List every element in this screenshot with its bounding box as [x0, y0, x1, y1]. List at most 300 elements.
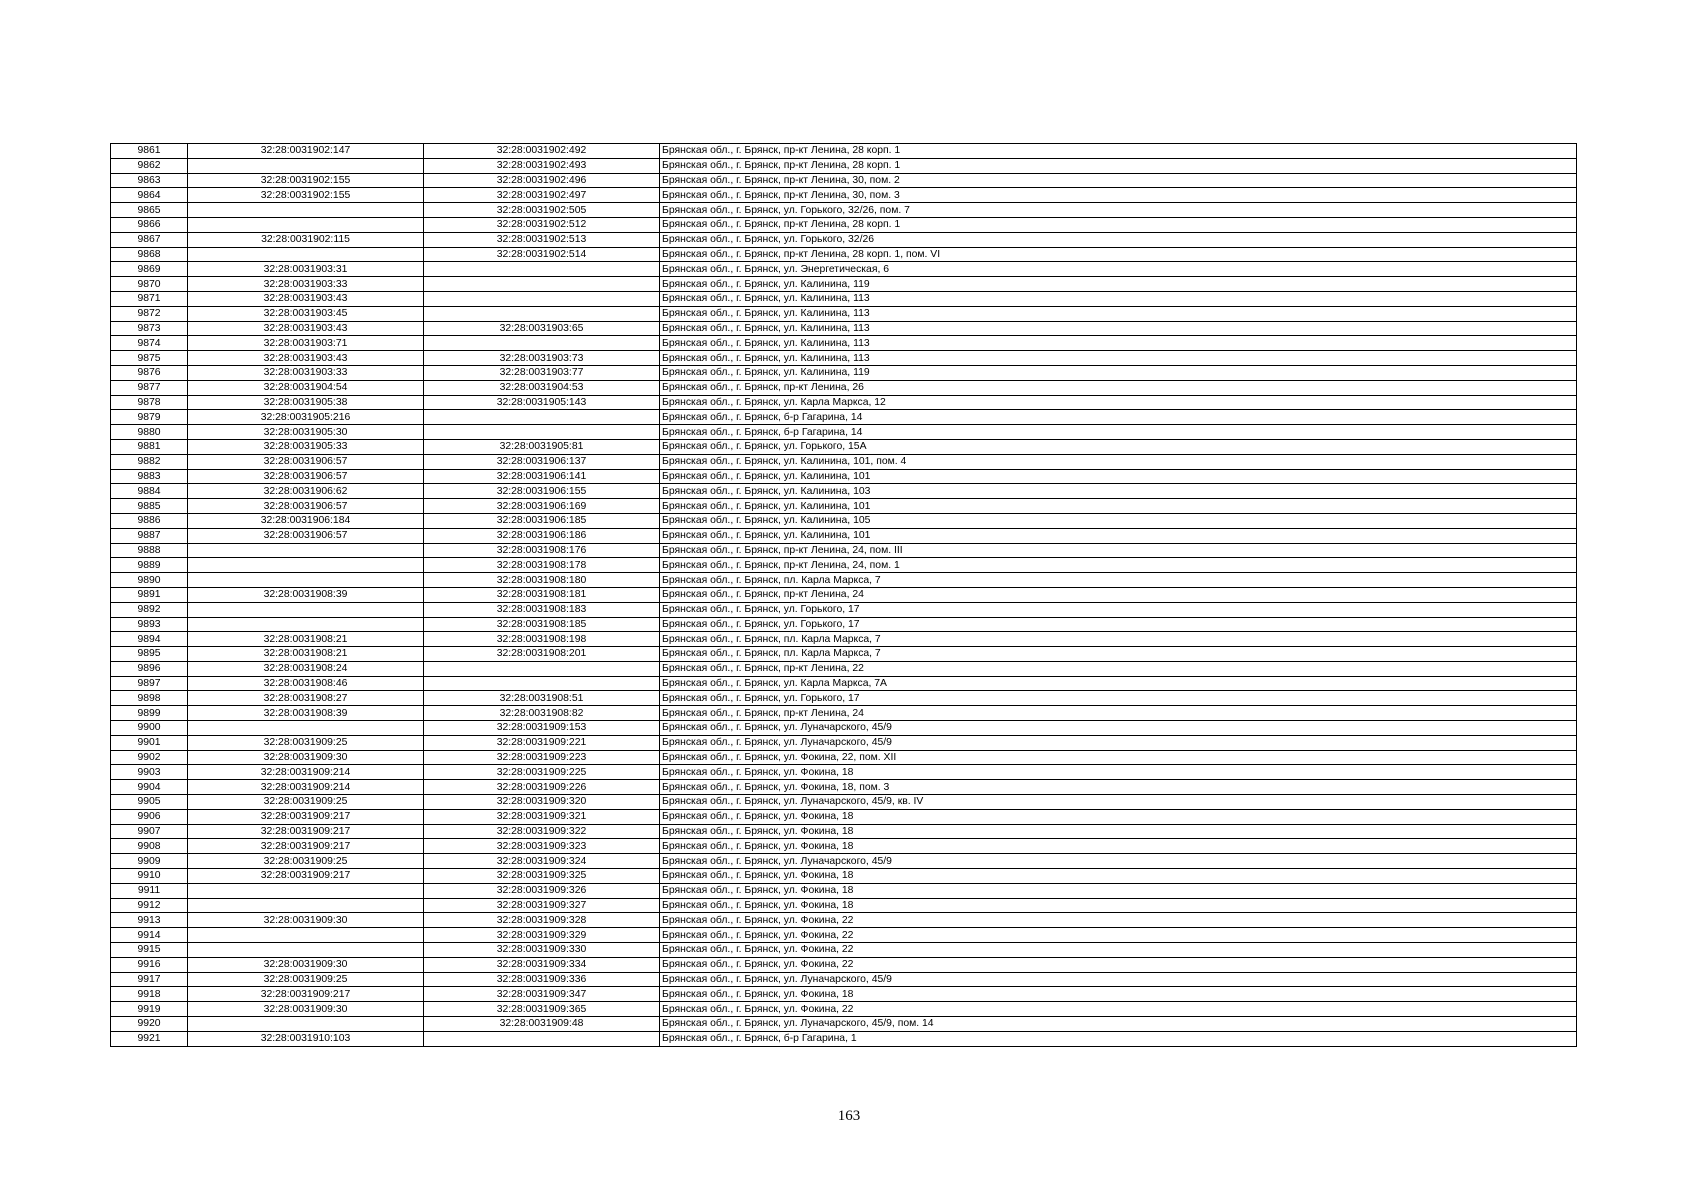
address-cell: Брянская обл., г. Брянск, ул. Калинина, 113: [660, 306, 1577, 321]
table-row: [111, 1017, 1577, 1032]
cadastral-number-cell: [424, 306, 660, 321]
parent-cadastral-number-cell: 32:28:0031903:43: [188, 351, 424, 366]
parent-cadastral-number-cell: 32:28:0031908:21: [188, 632, 424, 647]
address-cell: Брянская обл., г. Брянск, ул. Луначарского, 45/9: [660, 735, 1577, 750]
address-cell: Брянская обл., г. Брянск, ул. Фокина, 22: [660, 913, 1577, 928]
cadastral-number-cell: 32:28:0031908:183: [424, 602, 660, 617]
table-row: [111, 173, 1577, 188]
parent-cadastral-number-cell: 32:28:0031906:62: [188, 484, 424, 499]
parent-cadastral-number-cell: 32:28:0031906:57: [188, 499, 424, 514]
cadastral-number-cell: 32:28:0031909:223: [424, 750, 660, 765]
row-number-cell: 9877: [111, 380, 188, 395]
cadastral-number-cell: 32:28:0031909:322: [424, 824, 660, 839]
row-number-cell: 9913: [111, 913, 188, 928]
table-row: [111, 691, 1577, 706]
table-row: [111, 513, 1577, 528]
address-cell: Брянская обл., г. Брянск, ул. Луначарского, 45/9, кв. IV: [660, 795, 1577, 810]
address-cell: Брянская обл., г. Брянск, ул. Калинина, 113: [660, 291, 1577, 306]
parent-cadastral-number-cell: [188, 943, 424, 958]
row-number-cell: 9893: [111, 617, 188, 632]
row-number-cell: 9888: [111, 543, 188, 558]
table-row: [111, 780, 1577, 795]
cadastral-number-cell: 32:28:0031906:155: [424, 484, 660, 499]
row-number-cell: 9892: [111, 602, 188, 617]
parent-cadastral-number-cell: 32:28:0031906:57: [188, 454, 424, 469]
row-number-cell: 9894: [111, 632, 188, 647]
parent-cadastral-number-cell: 32:28:0031908:46: [188, 676, 424, 691]
address-cell: Брянская обл., г. Брянск, ул. Луначарского, 45/9: [660, 972, 1577, 987]
table-row: [111, 839, 1577, 854]
row-number-cell: 9874: [111, 336, 188, 351]
parent-cadastral-number-cell: 32:28:0031909:30: [188, 957, 424, 972]
parent-cadastral-number-cell: 32:28:0031909:30: [188, 913, 424, 928]
row-number-cell: 9905: [111, 795, 188, 810]
cadastral-number-cell: 32:28:0031909:48: [424, 1017, 660, 1032]
table-row: [111, 351, 1577, 366]
row-number-cell: 9906: [111, 809, 188, 824]
row-number-cell: 9886: [111, 513, 188, 528]
parent-cadastral-number-cell: 32:28:0031909:214: [188, 765, 424, 780]
row-number-cell: 9889: [111, 558, 188, 573]
cadastral-registry-table: [110, 143, 1577, 1047]
address-cell: Брянская обл., г. Брянск, ул. Горького, 32/26: [660, 232, 1577, 247]
cadastral-number-cell: 32:28:0031909:327: [424, 898, 660, 913]
row-number-cell: 9862: [111, 158, 188, 173]
address-cell: Брянская обл., г. Брянск, ул. Луначарского, 45/9: [660, 854, 1577, 869]
row-number-cell: 9897: [111, 676, 188, 691]
address-cell: Брянская обл., г. Брянск, ул. Фокина, 22: [660, 957, 1577, 972]
cadastral-number-cell: 32:28:0031908:82: [424, 706, 660, 721]
parent-cadastral-number-cell: [188, 573, 424, 588]
parent-cadastral-number-cell: 32:28:0031909:25: [188, 972, 424, 987]
row-number-cell: 9868: [111, 247, 188, 262]
parent-cadastral-number-cell: [188, 602, 424, 617]
cadastral-number-cell: [424, 676, 660, 691]
cadastral-number-cell: 32:28:0031908:201: [424, 647, 660, 662]
table-row: [111, 573, 1577, 588]
address-cell: Брянская обл., г. Брянск, ул. Горького, 15А: [660, 439, 1577, 454]
table-row: [111, 232, 1577, 247]
parent-cadastral-number-cell: [188, 883, 424, 898]
parent-cadastral-number-cell: 32:28:0031906:57: [188, 528, 424, 543]
parent-cadastral-number-cell: 32:28:0031908:39: [188, 706, 424, 721]
table-row: [111, 854, 1577, 869]
table-row: [111, 203, 1577, 218]
row-number-cell: 9871: [111, 291, 188, 306]
row-number-cell: 9912: [111, 898, 188, 913]
parent-cadastral-number-cell: 32:28:0031909:217: [188, 824, 424, 839]
cadastral-number-cell: 32:28:0031909:365: [424, 1002, 660, 1017]
cadastral-number-cell: 32:28:0031902:493: [424, 158, 660, 173]
table-row: [111, 1031, 1577, 1046]
cadastral-number-cell: 32:28:0031908:181: [424, 587, 660, 602]
parent-cadastral-number-cell: 32:28:0031905:38: [188, 395, 424, 410]
address-cell: Брянская обл., г. Брянск, пл. Карла Маркса, 7: [660, 632, 1577, 647]
row-number-cell: 9875: [111, 351, 188, 366]
cadastral-number-cell: 32:28:0031908:178: [424, 558, 660, 573]
cadastral-number-cell: 32:28:0031909:347: [424, 987, 660, 1002]
cadastral-number-cell: 32:28:0031902:513: [424, 232, 660, 247]
cadastral-number-cell: 32:28:0031908:180: [424, 573, 660, 588]
table-row: [111, 765, 1577, 780]
cadastral-number-cell: 32:28:0031908:176: [424, 543, 660, 558]
table-row: [111, 957, 1577, 972]
table-row: [111, 750, 1577, 765]
address-cell: Брянская обл., г. Брянск, ул. Калинина, 103: [660, 484, 1577, 499]
row-number-cell: 9908: [111, 839, 188, 854]
table-row: [111, 1002, 1577, 1017]
table-row: [111, 484, 1577, 499]
address-cell: Брянская обл., г. Брянск, ул. Энергетическая, 6: [660, 262, 1577, 277]
row-number-cell: 9879: [111, 410, 188, 425]
row-number-cell: 9909: [111, 854, 188, 869]
cadastral-number-cell: 32:28:0031906:186: [424, 528, 660, 543]
table-row: [111, 247, 1577, 262]
row-number-cell: 9899: [111, 706, 188, 721]
table-row: [111, 291, 1577, 306]
address-cell: Брянская обл., г. Брянск, ул. Карла Маркса, 7А: [660, 676, 1577, 691]
parent-cadastral-number-cell: [188, 1017, 424, 1032]
address-cell: Брянская обл., г. Брянск, ул. Калинина, 119: [660, 277, 1577, 292]
table-row: [111, 217, 1577, 232]
parent-cadastral-number-cell: 32:28:0031908:21: [188, 647, 424, 662]
row-number-cell: 9904: [111, 780, 188, 795]
row-number-cell: 9882: [111, 454, 188, 469]
row-number-cell: 9891: [111, 587, 188, 602]
address-cell: Брянская обл., г. Брянск, ул. Калинина, 101: [660, 528, 1577, 543]
address-cell: Брянская обл., г. Брянск, пл. Карла Маркса, 7: [660, 573, 1577, 588]
address-cell: Брянская обл., г. Брянск, пр-кт Ленина, 24: [660, 587, 1577, 602]
address-cell: Брянская обл., г. Брянск, ул. Горького, 32/26, пом. 7: [660, 203, 1577, 218]
address-cell: Брянская обл., г. Брянск, ул. Горького, 17: [660, 602, 1577, 617]
cadastral-number-cell: [424, 410, 660, 425]
parent-cadastral-number-cell: 32:28:0031903:33: [188, 277, 424, 292]
row-number-cell: 9878: [111, 395, 188, 410]
parent-cadastral-number-cell: 32:28:0031909:25: [188, 854, 424, 869]
address-cell: Брянская обл., г. Брянск, пр-кт Ленина, 30, пом. 2: [660, 173, 1577, 188]
table-row: [111, 499, 1577, 514]
address-cell: Брянская обл., г. Брянск, ул. Фокина, 18: [660, 869, 1577, 884]
cadastral-number-cell: 32:28:0031903:65: [424, 321, 660, 336]
parent-cadastral-number-cell: 32:28:0031908:39: [188, 587, 424, 602]
table-row: [111, 277, 1577, 292]
cadastral-number-cell: [424, 277, 660, 292]
parent-cadastral-number-cell: 32:28:0031902:155: [188, 173, 424, 188]
address-cell: Брянская обл., г. Брянск, ул. Калинина, 113: [660, 351, 1577, 366]
address-cell: Брянская обл., г. Брянск, ул. Луначарского, 45/9: [660, 721, 1577, 736]
parent-cadastral-number-cell: 32:28:0031902:147: [188, 144, 424, 159]
parent-cadastral-number-cell: [188, 928, 424, 943]
row-number-cell: 9870: [111, 277, 188, 292]
address-cell: Брянская обл., г. Брянск, ул. Калинина, 113: [660, 321, 1577, 336]
page-number: 163: [837, 1108, 861, 1124]
address-cell: Брянская обл., г. Брянск, ул. Калинина, 119: [660, 365, 1577, 380]
address-cell: Брянская обл., г. Брянск, ул. Фокина, 18: [660, 765, 1577, 780]
address-cell: Брянская обл., г. Брянск, пр-кт Ленина, 22: [660, 661, 1577, 676]
address-cell: Брянская обл., г. Брянск, пр-кт Ленина, 24, пом. III: [660, 543, 1577, 558]
table-body: [111, 144, 1577, 1047]
row-number-cell: 9919: [111, 1002, 188, 1017]
table-row: [111, 617, 1577, 632]
row-number-cell: 9876: [111, 365, 188, 380]
row-number-cell: 9916: [111, 957, 188, 972]
table-row: [111, 365, 1577, 380]
row-number-cell: 9861: [111, 144, 188, 159]
address-cell: Брянская обл., г. Брянск, б-р Гагарина, 1: [660, 1031, 1577, 1046]
row-number-cell: 9914: [111, 928, 188, 943]
cadastral-number-cell: [424, 425, 660, 440]
row-number-cell: 9881: [111, 439, 188, 454]
parent-cadastral-number-cell: [188, 617, 424, 632]
cadastral-number-cell: [424, 262, 660, 277]
address-cell: Брянская обл., г. Брянск, пр-кт Ленина, 26: [660, 380, 1577, 395]
cadastral-number-cell: 32:28:0031909:225: [424, 765, 660, 780]
parent-cadastral-number-cell: 32:28:0031909:217: [188, 869, 424, 884]
parent-cadastral-number-cell: 32:28:0031909:30: [188, 750, 424, 765]
cadastral-number-cell: [424, 1031, 660, 1046]
row-number-cell: 9869: [111, 262, 188, 277]
row-number-cell: 9896: [111, 661, 188, 676]
parent-cadastral-number-cell: 32:28:0031903:43: [188, 291, 424, 306]
address-cell: Брянская обл., г. Брянск, ул. Калинина, 113: [660, 336, 1577, 351]
row-number-cell: 9902: [111, 750, 188, 765]
address-cell: Брянская обл., г. Брянск, ул. Калинина, 101, пом. 4: [660, 454, 1577, 469]
address-cell: Брянская обл., г. Брянск, ул. Фокина, 22: [660, 928, 1577, 943]
table-row: [111, 188, 1577, 203]
table-row: [111, 824, 1577, 839]
table-row: [111, 647, 1577, 662]
row-number-cell: 9883: [111, 469, 188, 484]
address-cell: Брянская обл., г. Брянск, пр-кт Ленина, 28 корп. 1: [660, 158, 1577, 173]
parent-cadastral-number-cell: [188, 158, 424, 173]
row-number-cell: 9903: [111, 765, 188, 780]
parent-cadastral-number-cell: 32:28:0031910:103: [188, 1031, 424, 1046]
parent-cadastral-number-cell: 32:28:0031909:214: [188, 780, 424, 795]
table-row: [111, 928, 1577, 943]
address-cell: Брянская обл., г. Брянск, ул. Фокина, 22, пом. XII: [660, 750, 1577, 765]
address-cell: Брянская обл., г. Брянск, ул. Фокина, 18, пом. 3: [660, 780, 1577, 795]
table-row: [111, 869, 1577, 884]
row-number-cell: 9910: [111, 869, 188, 884]
row-number-cell: 9901: [111, 735, 188, 750]
row-number-cell: 9872: [111, 306, 188, 321]
table-row: [111, 158, 1577, 173]
parent-cadastral-number-cell: 32:28:0031902:115: [188, 232, 424, 247]
table-row: [111, 543, 1577, 558]
table-row: [111, 943, 1577, 958]
cadastral-number-cell: 32:28:0031905:143: [424, 395, 660, 410]
address-cell: Брянская обл., г. Брянск, ул. Калинина, 105: [660, 513, 1577, 528]
parent-cadastral-number-cell: 32:28:0031908:27: [188, 691, 424, 706]
cadastral-number-cell: 32:28:0031909:321: [424, 809, 660, 824]
row-number-cell: 9907: [111, 824, 188, 839]
row-number-cell: 9885: [111, 499, 188, 514]
table-row: [111, 795, 1577, 810]
row-number-cell: 9918: [111, 987, 188, 1002]
cadastral-number-cell: 32:28:0031909:320: [424, 795, 660, 810]
parent-cadastral-number-cell: 32:28:0031903:71: [188, 336, 424, 351]
row-number-cell: 9884: [111, 484, 188, 499]
cadastral-number-cell: 32:28:0031902:512: [424, 217, 660, 232]
address-cell: Брянская обл., г. Брянск, пр-кт Ленина, 28 корп. 1, пом. VI: [660, 247, 1577, 262]
row-number-cell: 9863: [111, 173, 188, 188]
cadastral-number-cell: 32:28:0031909:336: [424, 972, 660, 987]
table-row: [111, 587, 1577, 602]
cadastral-number-cell: 32:28:0031909:324: [424, 854, 660, 869]
cadastral-number-cell: 32:28:0031903:73: [424, 351, 660, 366]
cadastral-number-cell: 32:28:0031909:323: [424, 839, 660, 854]
cadastral-number-cell: 32:28:0031909:334: [424, 957, 660, 972]
parent-cadastral-number-cell: 32:28:0031908:24: [188, 661, 424, 676]
parent-cadastral-number-cell: 32:28:0031909:25: [188, 795, 424, 810]
cadastral-number-cell: 32:28:0031909:226: [424, 780, 660, 795]
row-number-cell: 9915: [111, 943, 188, 958]
parent-cadastral-number-cell: [188, 247, 424, 262]
row-number-cell: 9867: [111, 232, 188, 247]
parent-cadastral-number-cell: 32:28:0031903:43: [188, 321, 424, 336]
parent-cadastral-number-cell: 32:28:0031905:33: [188, 439, 424, 454]
parent-cadastral-number-cell: 32:28:0031903:45: [188, 306, 424, 321]
parent-cadastral-number-cell: 32:28:0031909:30: [188, 1002, 424, 1017]
address-cell: Брянская обл., г. Брянск, ул. Калинина, 101: [660, 499, 1577, 514]
parent-cadastral-number-cell: 32:28:0031909:25: [188, 735, 424, 750]
table-row: [111, 425, 1577, 440]
cadastral-number-cell: 32:28:0031909:326: [424, 883, 660, 898]
table-row: [111, 144, 1577, 159]
parent-cadastral-number-cell: [188, 203, 424, 218]
cadastral-number-cell: 32:28:0031906:137: [424, 454, 660, 469]
table-row: [111, 439, 1577, 454]
address-cell: Брянская обл., г. Брянск, ул. Фокина, 18: [660, 809, 1577, 824]
row-number-cell: 9921: [111, 1031, 188, 1046]
address-cell: Брянская обл., г. Брянск, ул. Карла Маркса, 12: [660, 395, 1577, 410]
table-row: [111, 721, 1577, 736]
row-number-cell: 9911: [111, 883, 188, 898]
parent-cadastral-number-cell: 32:28:0031906:184: [188, 513, 424, 528]
cadastral-number-cell: 32:28:0031908:198: [424, 632, 660, 647]
cadastral-number-cell: 32:28:0031909:153: [424, 721, 660, 736]
cadastral-number-cell: 32:28:0031909:330: [424, 943, 660, 958]
table-row: [111, 898, 1577, 913]
table-row: [111, 469, 1577, 484]
address-cell: Брянская обл., г. Брянск, б-р Гагарина, 14: [660, 425, 1577, 440]
row-number-cell: 9864: [111, 188, 188, 203]
address-cell: Брянская обл., г. Брянск, ул. Фокина, 18: [660, 898, 1577, 913]
address-cell: Брянская обл., г. Брянск, ул. Луначарского, 45/9, пом. 14: [660, 1017, 1577, 1032]
row-number-cell: 9880: [111, 425, 188, 440]
cadastral-number-cell: 32:28:0031908:51: [424, 691, 660, 706]
address-cell: Брянская обл., г. Брянск, пл. Карла Маркса, 7: [660, 647, 1577, 662]
row-number-cell: 9895: [111, 647, 188, 662]
parent-cadastral-number-cell: [188, 217, 424, 232]
cadastral-number-cell: 32:28:0031902:514: [424, 247, 660, 262]
cadastral-number-cell: 32:28:0031904:53: [424, 380, 660, 395]
row-number-cell: 9900: [111, 721, 188, 736]
cadastral-number-cell: 32:28:0031902:496: [424, 173, 660, 188]
table-row: [111, 632, 1577, 647]
table-row: [111, 883, 1577, 898]
parent-cadastral-number-cell: 32:28:0031903:33: [188, 365, 424, 380]
cadastral-number-cell: 32:28:0031903:77: [424, 365, 660, 380]
table-row: [111, 321, 1577, 336]
row-number-cell: 9898: [111, 691, 188, 706]
parent-cadastral-number-cell: 32:28:0031902:155: [188, 188, 424, 203]
table-row: [111, 336, 1577, 351]
table-row: [111, 558, 1577, 573]
address-cell: Брянская обл., г. Брянск, ул. Фокина, 18: [660, 883, 1577, 898]
address-cell: Брянская обл., г. Брянск, ул. Фокина, 22: [660, 943, 1577, 958]
cadastral-number-cell: 32:28:0031909:328: [424, 913, 660, 928]
row-number-cell: 9873: [111, 321, 188, 336]
table-row: [111, 410, 1577, 425]
address-cell: Брянская обл., г. Брянск, пр-кт Ленина, 24, пом. 1: [660, 558, 1577, 573]
cadastral-number-cell: 32:28:0031909:221: [424, 735, 660, 750]
cadastral-number-cell: [424, 291, 660, 306]
table-row: [111, 706, 1577, 721]
parent-cadastral-number-cell: 32:28:0031905:216: [188, 410, 424, 425]
cadastral-number-cell: 32:28:0031902:497: [424, 188, 660, 203]
address-cell: Брянская обл., г. Брянск, пр-кт Ленина, 30, пом. 3: [660, 188, 1577, 203]
cadastral-number-cell: 32:28:0031909:329: [424, 928, 660, 943]
address-cell: Брянская обл., г. Брянск, ул. Фокина, 18: [660, 839, 1577, 854]
table-row: [111, 913, 1577, 928]
table-row: [111, 987, 1577, 1002]
cadastral-number-cell: 32:28:0031902:492: [424, 144, 660, 159]
cadastral-number-cell: [424, 661, 660, 676]
table-row: [111, 528, 1577, 543]
parent-cadastral-number-cell: 32:28:0031903:31: [188, 262, 424, 277]
parent-cadastral-number-cell: 32:28:0031904:54: [188, 380, 424, 395]
table-row: [111, 972, 1577, 987]
parent-cadastral-number-cell: [188, 898, 424, 913]
address-cell: Брянская обл., г. Брянск, ул. Фокина, 22: [660, 1002, 1577, 1017]
table-row: [111, 809, 1577, 824]
cadastral-number-cell: 32:28:0031908:185: [424, 617, 660, 632]
parent-cadastral-number-cell: [188, 558, 424, 573]
address-cell: Брянская обл., г. Брянск, б-р Гагарина, 14: [660, 410, 1577, 425]
parent-cadastral-number-cell: [188, 721, 424, 736]
table-row: [111, 602, 1577, 617]
address-cell: Брянская обл., г. Брянск, пр-кт Ленина, 24: [660, 706, 1577, 721]
cadastral-number-cell: 32:28:0031905:81: [424, 439, 660, 454]
row-number-cell: 9920: [111, 1017, 188, 1032]
row-number-cell: 9917: [111, 972, 188, 987]
row-number-cell: 9890: [111, 573, 188, 588]
row-number-cell: 9887: [111, 528, 188, 543]
cadastral-number-cell: 32:28:0031906:141: [424, 469, 660, 484]
parent-cadastral-number-cell: 32:28:0031909:217: [188, 987, 424, 1002]
table-row: [111, 380, 1577, 395]
cadastral-number-cell: 32:28:0031909:325: [424, 869, 660, 884]
cadastral-number-cell: 32:28:0031902:505: [424, 203, 660, 218]
row-number-cell: 9865: [111, 203, 188, 218]
row-number-cell: 9866: [111, 217, 188, 232]
parent-cadastral-number-cell: 32:28:0031906:57: [188, 469, 424, 484]
table-row: [111, 661, 1577, 676]
address-cell: Брянская обл., г. Брянск, ул. Калинина, 101: [660, 469, 1577, 484]
address-cell: Брянская обл., г. Брянск, ул. Горького, 17: [660, 691, 1577, 706]
parent-cadastral-number-cell: 32:28:0031905:30: [188, 425, 424, 440]
cadastral-number-cell: 32:28:0031906:169: [424, 499, 660, 514]
parent-cadastral-number-cell: 32:28:0031909:217: [188, 839, 424, 854]
table-row: [111, 262, 1577, 277]
parent-cadastral-number-cell: 32:28:0031909:217: [188, 809, 424, 824]
parent-cadastral-number-cell: [188, 543, 424, 558]
table-row: [111, 306, 1577, 321]
address-cell: Брянская обл., г. Брянск, ул. Фокина, 18: [660, 987, 1577, 1002]
cadastral-number-cell: 32:28:0031906:185: [424, 513, 660, 528]
cadastral-number-cell: [424, 336, 660, 351]
